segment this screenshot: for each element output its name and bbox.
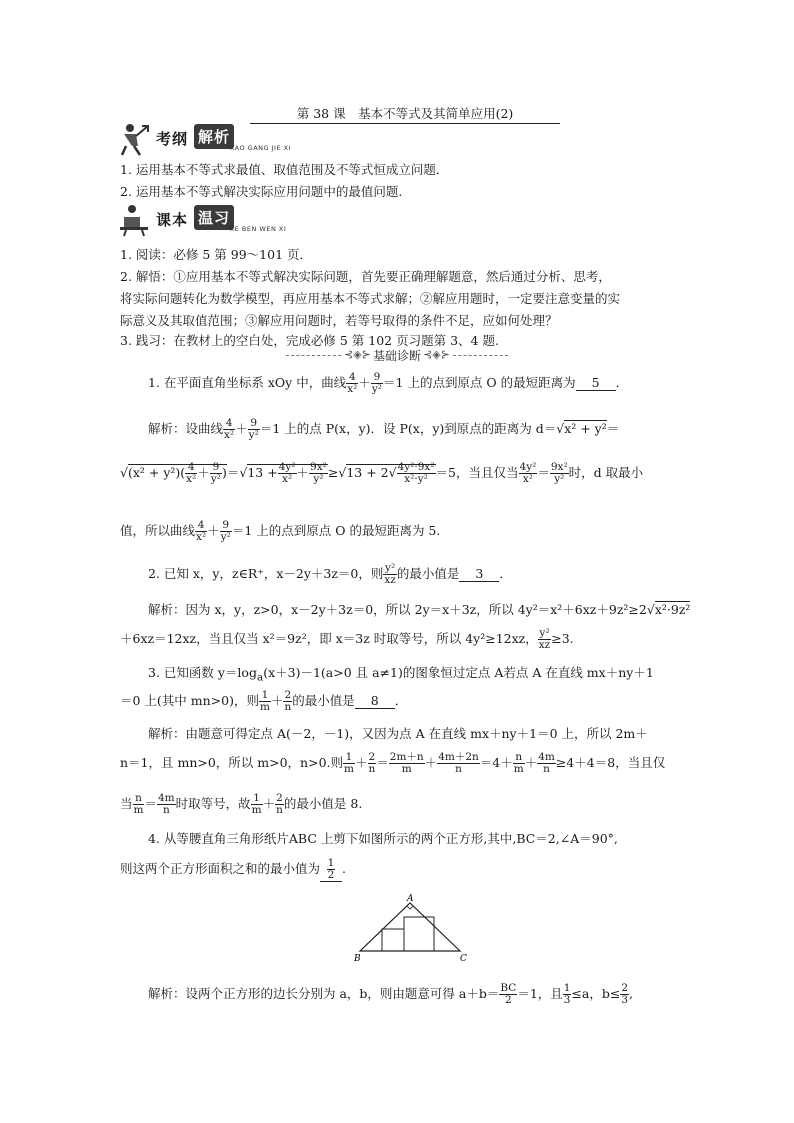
problem-1: 1. 在平面直角坐标系 xOy 中，曲线 $\frac{4}{\text{x²}}$ ＋ $\frac{9}{\text{y²}}$ ＝1 上的点到原点 O 的最短距离为 5 ． — [148, 371, 629, 395]
answer-blank: 8 — [355, 693, 395, 709]
problem-1-solution-line-1: 解析：设曲线 $\frac{4}{\text{x²}}$ ＋ $\frac{9}{\text{y²}}$ ＝1 上的点 P(x，y)．设 P(x，y)到原点的距离为 d＝√x² + y²＝ — [148, 417, 620, 441]
vertex-label-a: A — [407, 894, 414, 904]
problem-1-solution-line-3: 值，所以曲线 $\frac{4}{\text{x²}}$ ＋ $\frac{9}{\text{y²}}$ ＝1 上的点到原点 O 的最短距离为 5. — [120, 519, 441, 543]
person-reading-icon — [118, 203, 150, 237]
section-title: 课本 — [156, 211, 189, 229]
banner-label: 基础诊断 — [372, 349, 421, 363]
problem-2-solution-line-1: 解析：因为 x，y，z>0，x－2y＋3z＝0，所以 2y＝x＋3z，所以 4y²＝x²＋6xz＋9z²≥2√x²·9z² — [148, 602, 691, 617]
problem-4-line-2: 则这两个正方形面积之和的最小值为 $\frac{1}{2}$ . — [120, 857, 346, 881]
section-outline-header — [118, 122, 338, 156]
section-pinyin: KE BEN WEN XI — [230, 225, 287, 233]
section-badge: 温习 — [194, 205, 234, 230]
triangle-squares-figure — [348, 893, 473, 963]
ornament-icon: ⊰◈⊱ — [344, 348, 371, 361]
problem-3-solution-line-2: n＝1，且 mn>0，所以 m>0，n>0.则 $\frac{1}{m}$ ＋ $\frac{2}{n}$ ＝ $\frac{2m+n}{m}$ ＋ $\frac{4m+2n}{n}$ ＝4＋ $\frac{n}{m}$ ＋ $\frac{4m}{n}$ ≥4＋4＝8，当且仅 — [120, 751, 666, 775]
problem-3-solution-line-3: 当 $\frac{n}{m}$ ＝ $\frac{4m}{n}$ 时取等号，故 $\frac{1}{m}$ ＋ $\frac{2}{n}$ 的最小值是 8. — [120, 792, 363, 816]
review-item: 1. 阅读：必修 5 第 99～101 页． — [120, 247, 313, 262]
section-pinyin: KAO GANG JIE XI — [230, 144, 291, 152]
problem-1-solution-line-2: √(x² + y²)( $\frac{4}{\text{x²}}$ ＋ $\frac{9}{\text{y²}}$ )＝√13 + $\frac{\text{4y²}}{\text{x²}}$ ＋ $\frac{\text{9x²}}{\text{y²}}$ ≥√13 + 2√ $\frac{\text{4y²·9x²}}{\text{x²·y²}}$ ＝5，当且仅当 $\frac{\text{4y²}}{\text{x²}}$ ＝ $\frac{\text{9x²}}{\text{y²}}$ 时，d 取最小 — [120, 461, 644, 485]
vertex-label-b: B — [354, 954, 361, 963]
problem-4-solution-line-1: 解析：设两个正方形的边长分别为 a，b，则由题意可得 a＋b＝ $\frac{BC}{2}$ ＝1，且 $\frac{1}{3}$ ≤a，b≤ $\frac{2}{3}$ , — [148, 982, 634, 1006]
section-banner — [286, 347, 508, 363]
answer-blank: 5 — [576, 375, 616, 391]
problem-2: 2. 已知 x，y，z∈R⁺，x－2y＋3z＝0，则 $\frac{\text{y²}}{xz}$ 的最小值是 3 ． — [148, 562, 512, 586]
review-item: 2. 解悟：①应用基本不等式解决实际问题，首先要正确理解题意，然后通过分析、思考， — [120, 269, 611, 284]
problem-4: 4. 从等腰直角三角形纸片ABC 上剪下如图所示的两个正方形,其中,BC＝2,∠A＝90°, — [148, 831, 618, 846]
review-item: 将实际问题转化为数学模型，再应用基本不等式求解；②解应用题时，一定要注意变量的实 — [120, 291, 621, 306]
outline-item: 1. 运用基本不等式求最值、取值范围及不等式恒成立问题． — [120, 162, 449, 177]
person-climbing-icon — [118, 122, 150, 156]
review-item: 3. 践习：在教材上的空白处，完成必修 5 第 102 页习题第 3、4 题. — [120, 333, 499, 348]
answer-blank: 3 — [459, 566, 499, 582]
problem-2-solution-line-2: ＋6xz＝12xz，当且仅当 x²＝9z²，即 x＝3z 时取等号，所以 4y²≥12xz， $\frac{\text{y²}}{xz}$ ≥3. — [120, 627, 574, 651]
problem-3: 3. 已知函数 $y=\log_a(x+3)-1(a>0$ 且 a≠1)的图象恒过定点 A若点 A 在直线 mx＋ny＋1 — [148, 665, 654, 684]
vertex-label-c: C — [460, 954, 467, 963]
outline-item: 2. 运用基本不等式解决实际应用问题中的最值问题. — [120, 184, 403, 199]
lesson-title: 第 38 课 基本不等式及其简单应用(2) — [250, 104, 560, 124]
section-badge: 解析 — [194, 124, 234, 149]
problem-3-line-2: ＝0 上(其中 mn>0)，则 $\frac{1}{m}$ ＋ $\frac{2}{n}$ 的最小值是 8 ． — [120, 689, 408, 713]
section-title: 考纲 — [156, 130, 189, 148]
problem-3-solution-line-1: 解析：由题意可得定点 A(－2，－1)，又因为点 A 在直线 mx＋ny＋1＝0 上，所以 2m＋ — [148, 726, 648, 741]
review-item: 际意义及其取值范围；③解应用问题时，若等号取得的条件不足，应如何处理？ — [120, 313, 558, 328]
ornament-icon: ⊰◈⊱ — [423, 348, 450, 361]
section-review-header — [118, 203, 338, 237]
answer-blank: $\frac{1}{2}$ — [320, 858, 342, 882]
